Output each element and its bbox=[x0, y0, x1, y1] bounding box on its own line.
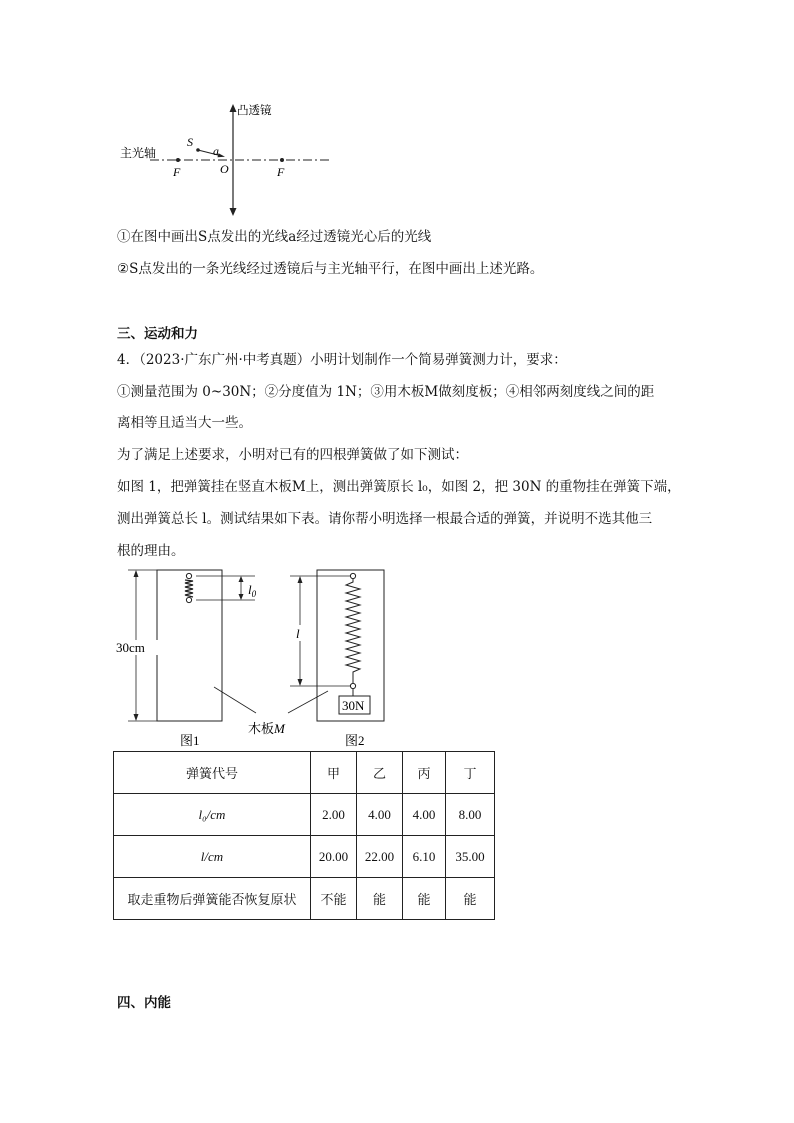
table-cell: 能 bbox=[403, 878, 446, 920]
spring-coil-fig1 bbox=[185, 580, 193, 597]
fig1-caption: 图1 bbox=[180, 733, 200, 748]
spring-bottom-ring-fig2 bbox=[350, 683, 355, 688]
problem-4-line-5: 如图 1，把弹簧挂在竖直木板M上，测出弹簧原长 l₀，如图 2，把 30N 的重物挂在弹簧下端， bbox=[117, 479, 681, 495]
table-row-label: l/cm bbox=[114, 836, 311, 878]
axis-label: 主光轴 bbox=[120, 146, 157, 160]
table-header-cell: 弹簧代号 bbox=[114, 752, 311, 794]
table-cell: 不能 bbox=[311, 878, 357, 920]
weight-label: 30N bbox=[342, 698, 365, 713]
l0-label: $l_0$ bbox=[248, 582, 257, 599]
lens-bottom-arrow bbox=[230, 208, 237, 216]
l-label: l bbox=[296, 626, 300, 641]
spring-diagram bbox=[110, 563, 410, 748]
problem-4-line-7: 根的理由。 bbox=[117, 543, 185, 559]
table-header-row bbox=[114, 752, 495, 794]
lens-question-1: ①在图中画出S点发出的光线a经过透镜光心后的光线 bbox=[117, 229, 432, 245]
table-row-label: 取走重物后弹簧能否恢复原状 bbox=[114, 878, 311, 920]
table-cell: 能 bbox=[446, 878, 495, 920]
table-cell: 20.00 bbox=[311, 836, 357, 878]
table-cell: 8.00 bbox=[446, 794, 495, 836]
problem-4-line-6: 测出弹簧总长 l。测试结果如下表。请你帮小明选择一根最合适的弹簧，并说明不选其他三 bbox=[117, 511, 653, 527]
board-leader-right bbox=[288, 691, 328, 713]
table-cell: 4.00 bbox=[403, 794, 446, 836]
problem-4-line-2: ①测量范围为 0~30N；②分度值为 1N；③用木板M做刻度板；④相邻两刻度线之间的距 bbox=[117, 384, 655, 400]
table-row bbox=[114, 794, 495, 836]
lens-diagram bbox=[115, 95, 345, 220]
problem-4-line-1: 4．（2023·广东广州·中考真题）小明计划制作一个简易弹簧测力计，要求： bbox=[117, 352, 567, 368]
table-cell: 能 bbox=[357, 878, 403, 920]
f-right-label: F bbox=[277, 165, 285, 179]
table-header-cell: 丙 bbox=[403, 752, 446, 794]
lens-label: 凸透镜 bbox=[237, 105, 272, 117]
board-label: 木板M bbox=[248, 721, 285, 736]
board-leader-left bbox=[214, 687, 256, 713]
spring-top-ring-fig2 bbox=[350, 573, 355, 578]
table-cell: 6.10 bbox=[403, 836, 446, 878]
spring-top-ring-fig1 bbox=[186, 573, 191, 578]
fig2-caption: 图2 bbox=[345, 733, 365, 748]
spring-bottom-ring-fig1 bbox=[186, 597, 191, 602]
table-row-label: l₀/cm bbox=[114, 794, 311, 836]
focal-point-right bbox=[280, 158, 284, 162]
s-label: S bbox=[187, 135, 193, 149]
problem-4-line-4: 为了满足上述要求，小明对已有的四根弹簧做了如下测试： bbox=[117, 447, 468, 463]
spring-test-table bbox=[113, 751, 495, 920]
table-cell: 2.00 bbox=[311, 794, 357, 836]
problem-4-line-3: 离相等且适当大一些。 bbox=[117, 415, 252, 431]
height-label: 30cm bbox=[116, 640, 145, 655]
table-cell: 4.00 bbox=[357, 794, 403, 836]
table-cell: 22.00 bbox=[357, 836, 403, 878]
table-row bbox=[114, 836, 495, 878]
f-left-label: F bbox=[173, 165, 181, 179]
table-cell: 35.00 bbox=[446, 836, 495, 878]
focal-point-left bbox=[176, 158, 180, 162]
table-header-cell: 丁 bbox=[446, 752, 495, 794]
table-header-cell: 甲 bbox=[311, 752, 357, 794]
section-4-heading: 四、内能 bbox=[117, 995, 171, 1011]
lens-top-arrow bbox=[230, 104, 237, 112]
table-row bbox=[114, 878, 495, 920]
spring-coil-fig2 bbox=[346, 579, 360, 683]
section-3-heading: 三、运动和力 bbox=[117, 326, 198, 342]
table-header-cell: 乙 bbox=[357, 752, 403, 794]
lens-question-2: ②S点发出的一条光线经过透镜后与主光轴平行，在图中画出上述光路。 bbox=[117, 261, 544, 277]
o-label: O bbox=[220, 162, 229, 176]
a-label: a bbox=[213, 144, 219, 158]
